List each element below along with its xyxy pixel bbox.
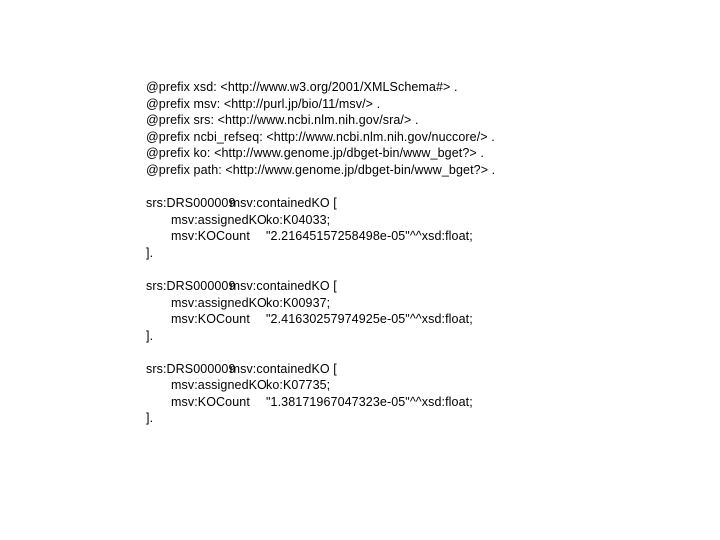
prefix-line-path: @prefix path: <http://www.genome.jp/dbget-bin/www_bget?> . (146, 162, 496, 177)
assigned-ko-value: ko:K07735; (266, 378, 331, 393)
subject: srs:DRS000009 (146, 196, 236, 211)
ko-count-label: msv:KOCount (171, 229, 250, 244)
predicate: msv:containedKO [ (229, 278, 337, 293)
prefix-line-srs: @prefix srs: <http://www.ncbi.nlm.nih.gov/sra/> . (146, 113, 419, 128)
section-spacer (146, 179, 686, 196)
assigned-ko-value: ko:K04033; (266, 212, 331, 227)
assigned-ko-line (146, 212, 686, 229)
triple-block (146, 361, 686, 427)
subject-line (146, 278, 686, 295)
predicate: msv:containedKO [ (229, 361, 337, 376)
ko-count-line (146, 311, 686, 328)
ko-count-label: msv:KOCount (171, 394, 250, 409)
block-close: ]. (146, 411, 154, 426)
block-close: ]. (146, 328, 154, 343)
prefix-line-xsd: @prefix xsd: <http://www.w3.org/2001/XMLSchema#> . (146, 80, 458, 94)
ko-count-line (146, 228, 686, 245)
predicate: msv:containedKO [ (229, 196, 337, 211)
ko-count-value: "2.41630257974925e-05"^^xsd:float; (266, 312, 473, 327)
assigned-ko-label: msv:assignedKO (171, 212, 267, 227)
assigned-ko-label: msv:assignedKO (171, 378, 267, 393)
assigned-ko-value: ko:K00937; (266, 295, 331, 310)
prefix-line-ncbi-refseq: @prefix ncbi_refseq: <http://www.ncbi.nlm.nih.gov/nuccore/> . (146, 129, 495, 144)
subject-line (146, 195, 686, 212)
subject: srs:DRS000009 (146, 278, 236, 293)
triple-block (146, 195, 686, 261)
assigned-ko-label: msv:assignedKO (171, 295, 267, 310)
ko-count-line (146, 394, 686, 411)
assigned-ko-line (146, 377, 686, 394)
assigned-ko-line (146, 295, 686, 312)
ko-count-value: "1.38171967047323e-05"^^xsd:float; (266, 394, 473, 409)
block-close: ]. (146, 245, 154, 260)
triple-block (146, 278, 686, 344)
ko-count-value: "2.21645157258498e-05"^^xsd:float; (266, 229, 473, 244)
subject: srs:DRS000009 (146, 361, 236, 376)
ko-count-label: msv:KOCount (171, 312, 250, 327)
prefix-line-msv: @prefix msv: <http://purl.jp/bio/11/msv/> . (146, 96, 381, 111)
prefix-line-ko: @prefix ko: <http://www.genome.jp/dbget-bin/www_bget?> . (146, 146, 484, 161)
turtle-document (146, 79, 686, 443)
prefix-list (146, 79, 686, 179)
subject-line (146, 361, 686, 378)
